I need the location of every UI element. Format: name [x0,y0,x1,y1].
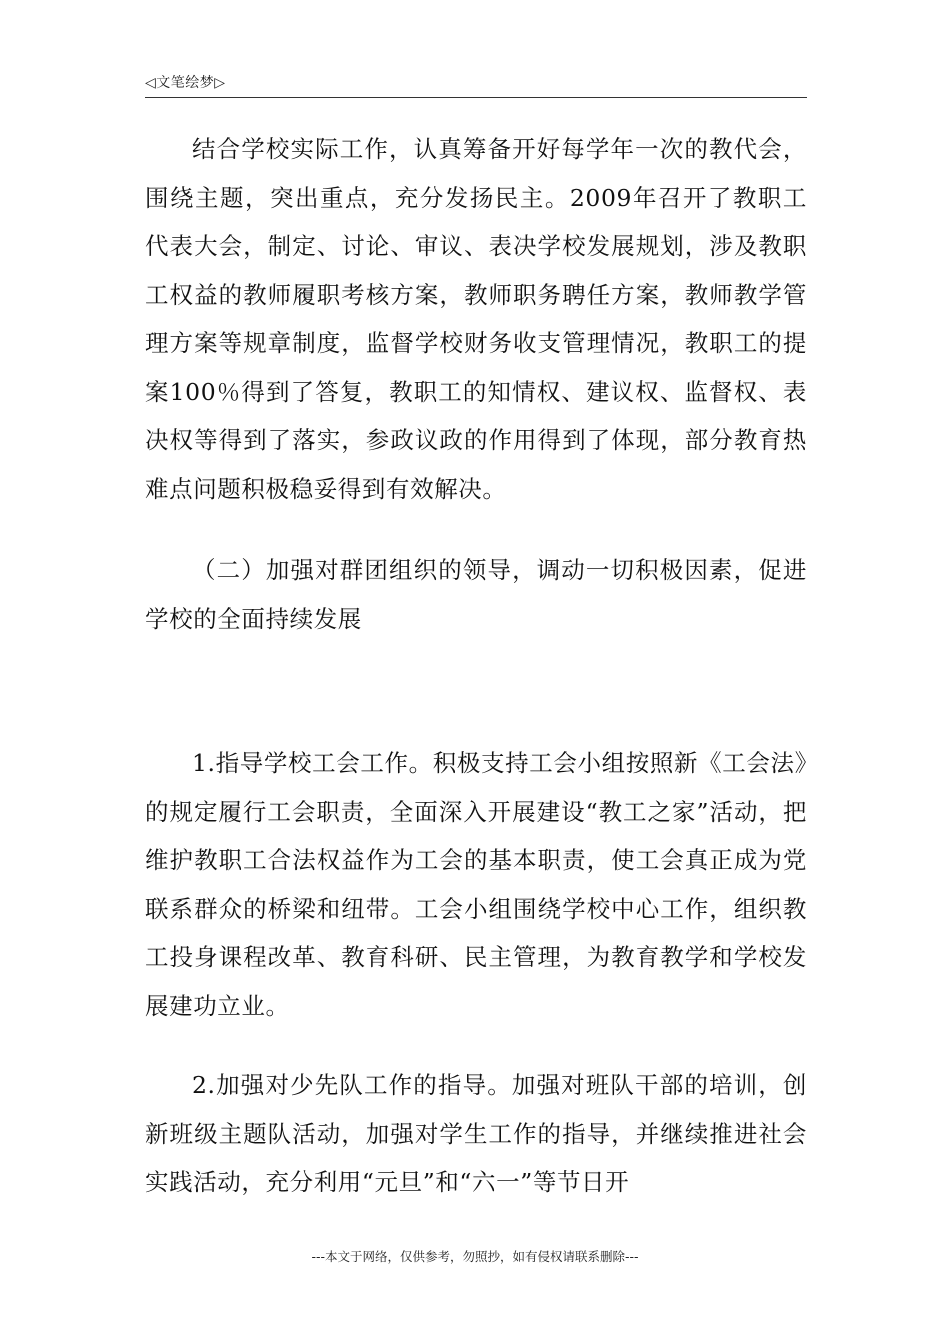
paragraph-young-pioneers: 2.加强对少先队工作的指导。加强对班队干部的培训，创新班级主题队活动，加强对学生工作的指导，并继续推进社会实践活动，充分利用“元旦”和“六一”等节日开 [145,1071,807,1196]
section-heading-mass-organizations: （二）加强对群团组织的领导，调动一切积极因素，促进学校的全面持续发展 [145,556,807,633]
header-title: ◁文笔绘梦▷ [145,75,226,91]
header-divider [145,97,807,98]
paragraph-teacher-congress: 结合学校实际工作，认真筹备开好每学年一次的教代会，围绕主题，突出重点，充分发扬民主。2009年召开了教职工代表大会，制定、讨论、审议、表决学校发展规划，涉及教职工权益的教师履职考核方案，教师职务聘任方案，教师教学管理方案等规章制度，监督学校财务收支管理情况，教职工的提案100％得到了答复，教职工的知情权、建议权、监督权、表决权等得到了落实，参政议政的作用得到了体现，部分教育热难点问题积极稳妥得到有效解决。 [145,135,807,503]
footer-disclaimer: ---本文于网络，仅供参考，勿照抄，如有侵权请联系删除--- [311,1249,639,1264]
paragraph-union-work: 1.指导学校工会工作。积极支持工会小组按照新《工会法》的规定履行工会职责，全面深入开展建设“教工之家”活动，把维护教职工合法权益作为工会的基本职责，使工会真正成为党联系群众的桥梁和纽带。工会小组围绕学校中心工作，组织教工投身课程改革、教育科研、民主管理，为教育教学和学校发展建功立业。 [145,749,807,1020]
